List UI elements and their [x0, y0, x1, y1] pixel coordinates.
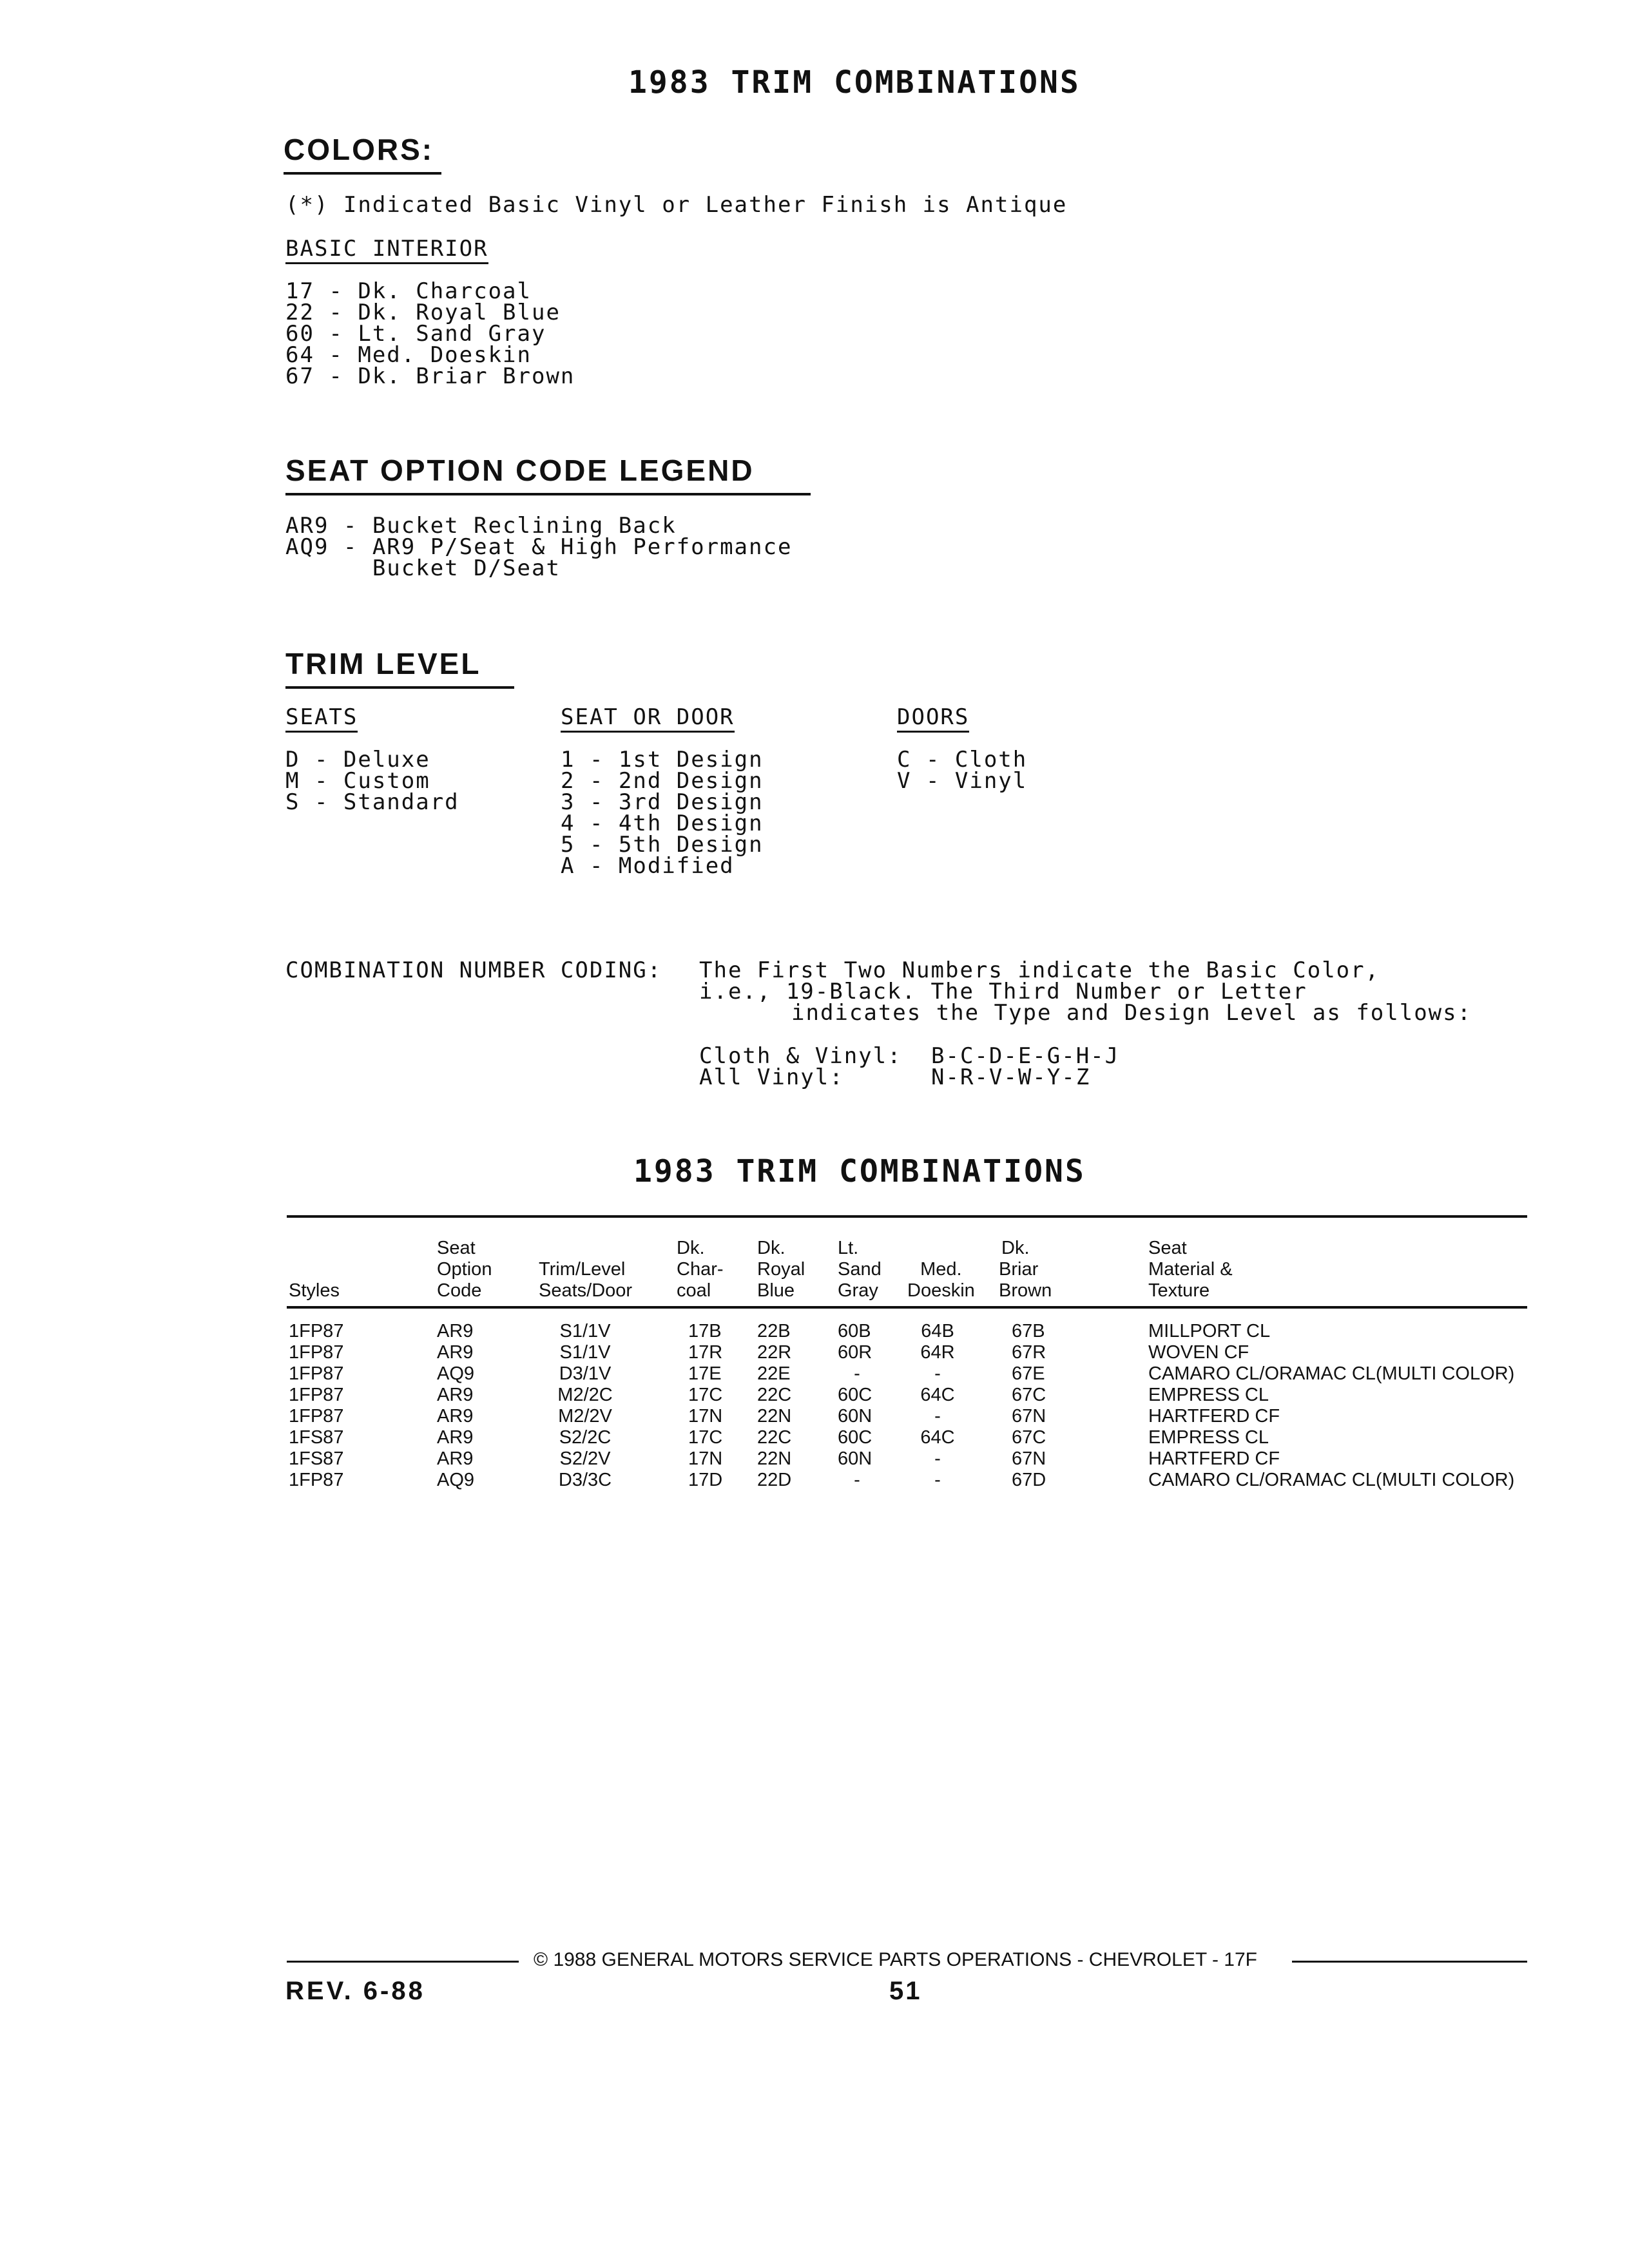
row-doeskin: 64C — [920, 1385, 955, 1405]
trim-level-heading: TRIM LEVEL — [285, 646, 514, 689]
row-sand-gray: 60C — [838, 1427, 872, 1448]
page-number: 51 — [889, 1977, 922, 2005]
seat-option-line: AQ9 - AR9 P/Seat & High Performance — [285, 534, 793, 560]
header-dk-briar-brown: Dk. Briar Brown — [999, 1238, 1052, 1301]
row-material: CAMARO CL/ORAMAC CL(MULTI COLOR) — [1148, 1470, 1515, 1490]
color-list — [285, 278, 575, 389]
color-item: 60 - Lt. Sand Gray — [285, 321, 546, 347]
row-material: HARTFERD CF — [1148, 1406, 1280, 1427]
row-charcoal: 17E — [688, 1363, 722, 1384]
row-royal-blue: 22C — [757, 1427, 792, 1448]
seats-item: D - Deluxe — [285, 747, 430, 773]
row-trim-level: M2/2C — [557, 1385, 613, 1405]
row-style: 1FP87 — [289, 1406, 344, 1427]
row-material: WOVEN CF — [1148, 1342, 1249, 1363]
color-item: 64 - Med. Doeskin — [285, 342, 532, 368]
row-style: 1FP87 — [289, 1470, 344, 1490]
row-briar-brown: 67B — [1012, 1321, 1045, 1341]
row-royal-blue: 22C — [757, 1385, 792, 1405]
row-charcoal: 17C — [688, 1385, 723, 1405]
all-vinyl-value: N-R-V-W-Y-Z — [931, 1064, 1091, 1090]
combination-coding-line: indicates the Type and Design Level as follows: — [791, 1000, 1472, 1026]
seat-or-door-item: 4 - 4th Design — [561, 811, 764, 836]
seats-label: SEATS — [285, 707, 358, 733]
row-style: 1FP87 — [289, 1363, 344, 1384]
row-doeskin: - — [934, 1406, 941, 1427]
row-style: 1FP87 — [289, 1342, 344, 1363]
row-trim-level: D3/3C — [558, 1470, 612, 1490]
row-material: CAMARO CL/ORAMAC CL(MULTI COLOR) — [1148, 1363, 1515, 1384]
row-material: HARTFERD CF — [1148, 1448, 1280, 1469]
row-seat-option: AR9 — [437, 1427, 474, 1448]
table-title: 1983 TRIM COMBINATIONS — [633, 1153, 1086, 1189]
row-royal-blue: 22B — [757, 1321, 791, 1341]
seat-option-lines — [285, 515, 792, 579]
doors-item: V - Vinyl — [897, 768, 1028, 794]
table-header-rule — [287, 1306, 1527, 1309]
row-sand-gray: - — [854, 1363, 860, 1384]
row-seat-option: AR9 — [437, 1385, 474, 1405]
row-royal-blue: 22N — [757, 1406, 792, 1427]
seat-option-line: Bucket D/Seat — [285, 555, 561, 581]
row-briar-brown: 67N — [1012, 1448, 1046, 1469]
row-seat-option: AQ9 — [437, 1470, 475, 1490]
doors-label: DOORS — [897, 707, 969, 733]
row-style: 1FS87 — [289, 1427, 344, 1448]
all-vinyl-label: All Vinyl: — [699, 1064, 844, 1090]
row-briar-brown: 67N — [1012, 1406, 1046, 1427]
seat-or-door-item: 5 - 5th Design — [561, 832, 764, 858]
combination-coding-line: i.e., 19-Black. The Third Number or Letter — [699, 979, 1307, 1004]
row-royal-blue: 22D — [757, 1470, 792, 1490]
row-briar-brown: 67D — [1012, 1470, 1046, 1490]
page-title: 1983 TRIM COMBINATIONS — [628, 64, 1081, 101]
colors-heading: COLORS: — [284, 132, 441, 175]
row-sand-gray: 60C — [838, 1385, 872, 1405]
row-briar-brown: 67R — [1012, 1342, 1046, 1363]
color-item: 17 - Dk. Charcoal — [285, 278, 532, 304]
row-doeskin: 64R — [920, 1342, 955, 1363]
basic-interior-label: BASIC INTERIOR — [285, 238, 488, 264]
row-seat-option: AR9 — [437, 1448, 474, 1469]
row-sand-gray: 60R — [838, 1342, 872, 1363]
colors-note: (*) Indicated Basic Vinyl or Leather Finish is Antique — [285, 192, 1068, 218]
seats-item: S - Standard — [285, 789, 459, 815]
row-briar-brown: 67C — [1012, 1385, 1046, 1405]
row-charcoal: 17D — [688, 1470, 723, 1490]
row-material: EMPRESS CL — [1148, 1427, 1269, 1448]
row-doeskin: - — [934, 1363, 941, 1384]
seat-or-door-item: 1 - 1st Design — [561, 747, 764, 773]
row-sand-gray: - — [854, 1470, 860, 1490]
seat-or-door-item: 3 - 3rd Design — [561, 789, 764, 815]
combination-coding-line: The First Two Numbers indicate the Basic Color, — [699, 957, 1380, 983]
row-briar-brown: 67E — [1012, 1363, 1045, 1384]
row-charcoal: 17N — [688, 1406, 723, 1427]
row-trim-level: M2/2V — [558, 1406, 612, 1427]
table-top-rule — [287, 1215, 1527, 1218]
revision: REV. 6-88 — [285, 1977, 425, 2005]
doors-item: C - Cloth — [897, 747, 1028, 773]
doors-list — [897, 749, 1027, 792]
row-sand-gray: 60N — [838, 1448, 872, 1469]
row-charcoal: 17C — [688, 1427, 723, 1448]
row-material: EMPRESS CL — [1148, 1385, 1269, 1405]
row-material: MILLPORT CL — [1148, 1321, 1271, 1341]
row-royal-blue: 22N — [757, 1448, 792, 1469]
row-style: 1FS87 — [289, 1448, 344, 1469]
row-sand-gray: 60B — [838, 1321, 871, 1341]
seat-option-line: AR9 - Bucket Reclining Back — [285, 513, 677, 539]
header-lt-sand-gray: Lt. Sand Gray — [838, 1238, 882, 1301]
row-seat-option: AR9 — [437, 1321, 474, 1341]
row-briar-brown: 67C — [1012, 1427, 1046, 1448]
header-dk-charcoal: Dk. Char- coal — [677, 1238, 724, 1301]
header-seat-material: Seat Material & Texture — [1148, 1238, 1233, 1301]
copyright: © 1988 GENERAL MOTORS SERVICE PARTS OPERATIONS - CHEVROLET - 17F — [534, 1949, 1257, 1970]
seats-item: M - Custom — [285, 768, 430, 794]
cloth-vinyl-value: B-C-D-E-G-H-J — [931, 1043, 1120, 1069]
row-trim-level: S1/1V — [559, 1342, 611, 1363]
seat-option-heading: SEAT OPTION CODE LEGEND — [285, 453, 811, 495]
row-seat-option: AR9 — [437, 1406, 474, 1427]
row-doeskin: - — [934, 1448, 941, 1469]
footer-rule-right — [1292, 1961, 1527, 1963]
row-charcoal: 17N — [688, 1448, 723, 1469]
row-trim-level: S2/2C — [559, 1427, 612, 1448]
row-style: 1FP87 — [289, 1385, 344, 1405]
seat-or-door-list — [561, 749, 764, 877]
header-med-doeskin: Med. Doeskin — [907, 1259, 975, 1301]
row-royal-blue: 22R — [757, 1342, 792, 1363]
row-charcoal: 17R — [688, 1342, 723, 1363]
header-dk-royal-blue: Dk. Royal Blue — [757, 1238, 805, 1301]
header-seat-option-code: Seat Option Code — [437, 1238, 492, 1301]
row-trim-level: S1/1V — [559, 1321, 611, 1341]
seat-or-door-label: SEAT OR DOOR — [561, 707, 735, 733]
row-doeskin: - — [934, 1470, 941, 1490]
row-doeskin: 64C — [920, 1427, 955, 1448]
header-styles: Styles — [289, 1280, 340, 1301]
seat-or-door-item: A - Modified — [561, 853, 735, 879]
row-sand-gray: 60N — [838, 1406, 872, 1427]
row-trim-level: S2/2V — [559, 1448, 611, 1469]
row-charcoal: 17B — [688, 1321, 722, 1341]
color-item: 67 - Dk. Briar Brown — [285, 363, 575, 389]
header-trim-level: Trim/Level Seats/Door — [539, 1259, 633, 1301]
row-trim-level: D3/1V — [559, 1363, 612, 1384]
row-style: 1FP87 — [289, 1321, 344, 1341]
seats-list — [285, 749, 459, 813]
footer-rule-left — [287, 1961, 519, 1963]
row-royal-blue: 22E — [757, 1363, 791, 1384]
row-seat-option: AR9 — [437, 1342, 474, 1363]
seat-or-door-item: 2 - 2nd Design — [561, 768, 764, 794]
color-item: 22 - Dk. Royal Blue — [285, 300, 561, 325]
row-seat-option: AQ9 — [437, 1363, 475, 1384]
cloth-vinyl-label: Cloth & Vinyl: — [699, 1043, 902, 1069]
combination-coding-label: COMBINATION NUMBER CODING: — [285, 957, 662, 983]
row-doeskin: 64B — [921, 1321, 954, 1341]
